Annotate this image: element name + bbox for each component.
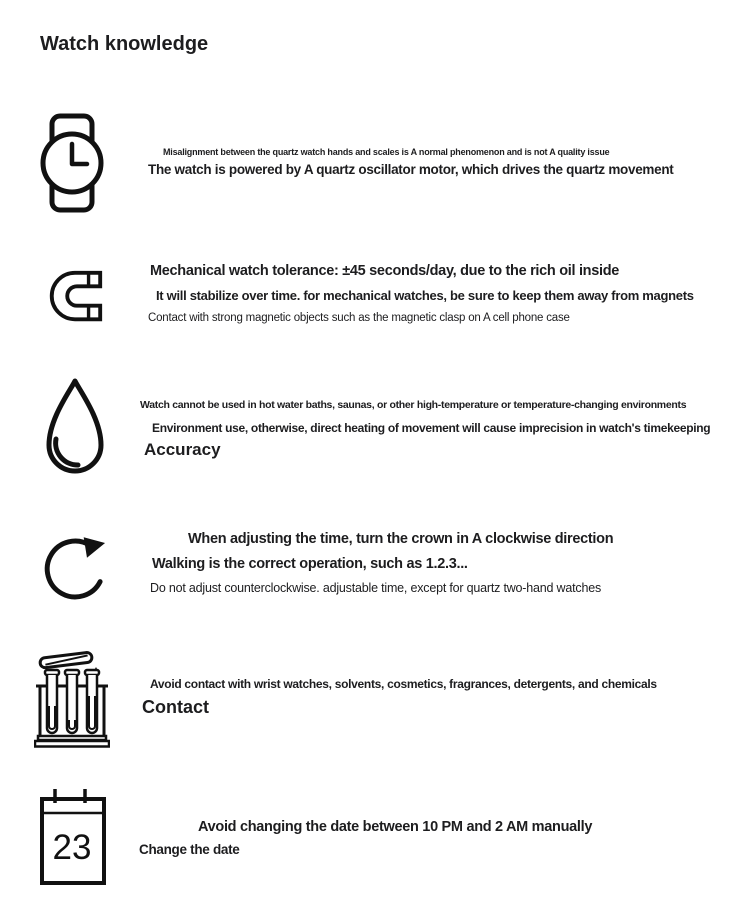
- date-warning-line: Avoid changing the date between 10 PM and 2 AM manually: [198, 819, 593, 835]
- crown-counterclockwise-line: Do not adjust counterclockwise. adjustable time, except for quartz two-hand watches: [150, 581, 602, 595]
- magnet-stabilize-line: It will stabilize over time. for mechanical watches, be sure to keep them away from magnets: [156, 288, 694, 303]
- temperature-warning-line: Watch cannot be used in hot water baths, saunas, or other high-temperature or temperature-changing environments: [140, 399, 687, 411]
- quartz-note-line: Misalignment between the quartz watch hands and scales is A normal phenomenon and is not A quality issue: [163, 147, 610, 157]
- watch-icon: [40, 113, 104, 213]
- magnet-icon: [44, 265, 106, 327]
- calendar-day-number: 23: [52, 828, 92, 867]
- crown-clockwise-line: When adjusting the time, turn the crown in A clockwise direction: [188, 531, 614, 547]
- temperature-environment-line: Environment use, otherwise, direct heating of movement will cause imprecision in watch's timekeeping: [152, 421, 711, 435]
- page-title: Watch knowledge: [40, 33, 209, 55]
- change-date-heading: Change the date: [139, 842, 240, 857]
- clockwise-arrow-icon: [36, 523, 110, 609]
- calendar-icon: [40, 789, 106, 885]
- crown-walking-line: Walking is the correct operation, such as 1.2.3...: [152, 556, 468, 572]
- quartz-main-line: The watch is powered by A quartz oscillator motor, which drives the quartz movement: [148, 162, 674, 177]
- test-tubes-icon: [34, 650, 110, 748]
- water-drop-icon: [40, 377, 110, 483]
- magnet-contact-line: Contact with strong magnetic objects such as the magnetic clasp on A cell phone case: [148, 312, 570, 324]
- magnet-tolerance-line: Mechanical watch tolerance: ±45 seconds/day, due to the rich oil inside: [150, 263, 620, 279]
- chemicals-warning-line: Avoid contact with wrist watches, solvents, cosmetics, fragrances, detergents, and chemicals: [150, 677, 657, 691]
- accuracy-heading: Accuracy: [144, 440, 221, 459]
- contact-heading: Contact: [142, 697, 209, 717]
